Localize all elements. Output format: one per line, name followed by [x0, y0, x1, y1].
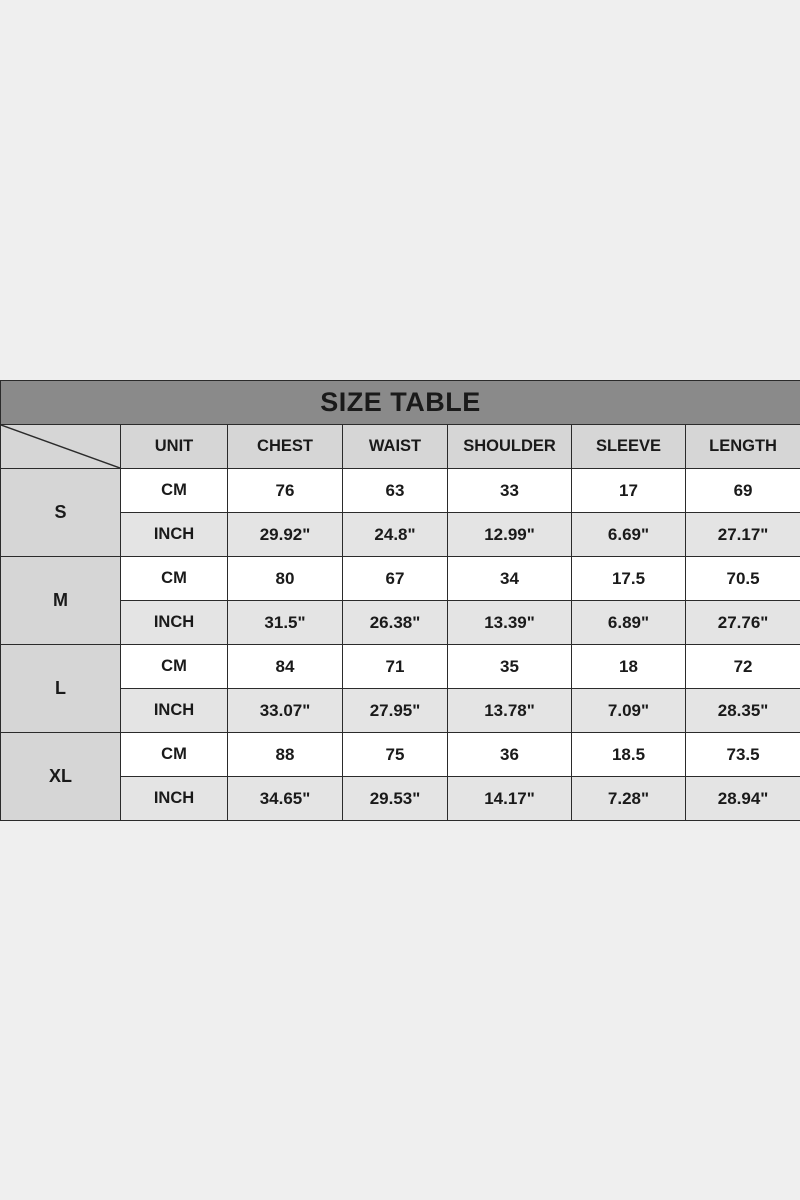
table-header-row — [1, 425, 800, 469]
column-header-sleeve: SLEEVE — [572, 425, 686, 469]
cell-chest: 88 — [228, 733, 343, 777]
cell-chest: 29.92" — [228, 513, 343, 557]
column-header-length: LENGTH — [686, 425, 800, 469]
unit-label: INCH — [121, 689, 228, 733]
cell-sleeve: 6.69" — [572, 513, 686, 557]
size-label-xl: XL — [1, 733, 121, 821]
cell-length: 73.5 — [686, 733, 800, 777]
cell-shoulder: 14.17" — [448, 777, 572, 821]
table-row — [1, 557, 800, 601]
cell-shoulder: 33 — [448, 469, 572, 513]
cell-length: 27.17" — [686, 513, 800, 557]
cell-waist: 63 — [343, 469, 448, 513]
cell-chest: 76 — [228, 469, 343, 513]
column-header-chest: CHEST — [228, 425, 343, 469]
cell-length: 28.35" — [686, 689, 800, 733]
size-table-container — [0, 380, 800, 821]
cell-waist: 24.8" — [343, 513, 448, 557]
cell-sleeve: 18 — [572, 645, 686, 689]
column-header-shoulder: SHOULDER — [448, 425, 572, 469]
size-label-l: L — [1, 645, 121, 733]
cell-chest: 33.07" — [228, 689, 343, 733]
cell-sleeve: 6.89" — [572, 601, 686, 645]
cell-shoulder: 12.99" — [448, 513, 572, 557]
cell-sleeve: 18.5 — [572, 733, 686, 777]
cell-sleeve: 7.09" — [572, 689, 686, 733]
table-row — [1, 777, 800, 821]
unit-label: INCH — [121, 513, 228, 557]
column-header-waist: WAIST — [343, 425, 448, 469]
cell-chest: 80 — [228, 557, 343, 601]
unit-label: CM — [121, 469, 228, 513]
cell-sleeve: 17 — [572, 469, 686, 513]
unit-label: CM — [121, 733, 228, 777]
cell-waist: 75 — [343, 733, 448, 777]
table-row — [1, 733, 800, 777]
table-row — [1, 689, 800, 733]
unit-label: CM — [121, 557, 228, 601]
table-row — [1, 513, 800, 557]
cell-sleeve: 17.5 — [572, 557, 686, 601]
table-title-row — [1, 381, 800, 425]
unit-label: INCH — [121, 777, 228, 821]
cell-waist: 67 — [343, 557, 448, 601]
cell-shoulder: 35 — [448, 645, 572, 689]
cell-waist: 29.53" — [343, 777, 448, 821]
unit-label: CM — [121, 645, 228, 689]
diagonal-split-icon — [1, 425, 121, 469]
cell-length: 28.94" — [686, 777, 800, 821]
table-title: SIZE TABLE — [1, 381, 800, 425]
cell-waist: 26.38" — [343, 601, 448, 645]
cell-chest: 34.65" — [228, 777, 343, 821]
cell-waist: 71 — [343, 645, 448, 689]
table-row — [1, 469, 800, 513]
size-table — [0, 380, 800, 821]
cell-length: 72 — [686, 645, 800, 689]
cell-shoulder: 36 — [448, 733, 572, 777]
cell-shoulder: 13.39" — [448, 601, 572, 645]
cell-chest: 84 — [228, 645, 343, 689]
cell-shoulder: 13.78" — [448, 689, 572, 733]
table-row — [1, 601, 800, 645]
cell-shoulder: 34 — [448, 557, 572, 601]
cell-waist: 27.95" — [343, 689, 448, 733]
cell-length: 70.5 — [686, 557, 800, 601]
table-row — [1, 645, 800, 689]
cell-chest: 31.5" — [228, 601, 343, 645]
unit-label: INCH — [121, 601, 228, 645]
cell-length: 27.76" — [686, 601, 800, 645]
size-label-s: S — [1, 469, 121, 557]
column-header-unit: UNIT — [121, 425, 228, 469]
cell-sleeve: 7.28" — [572, 777, 686, 821]
cell-length: 69 — [686, 469, 800, 513]
size-label-m: M — [1, 557, 121, 645]
